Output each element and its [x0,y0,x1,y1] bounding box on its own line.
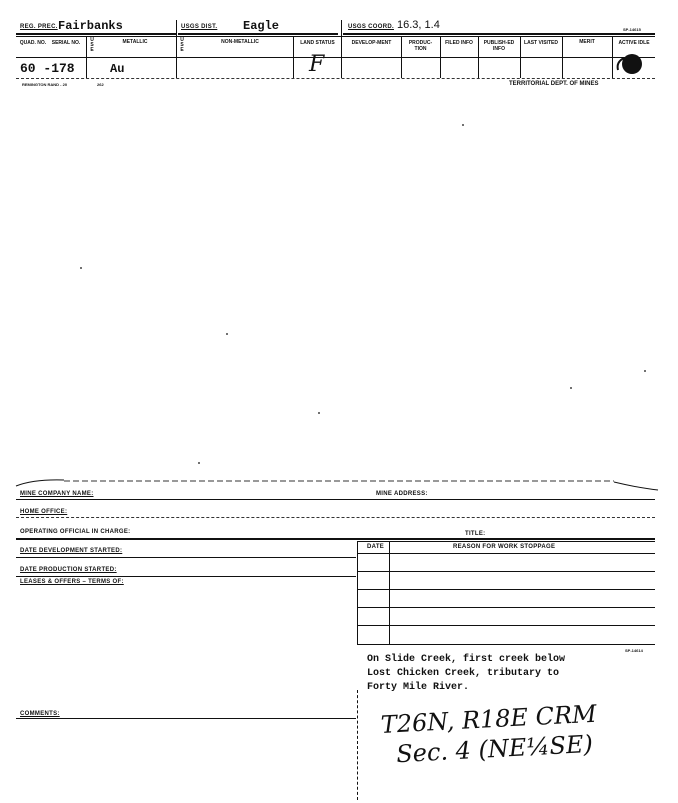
quad-serial-value: 60 -178 [20,61,75,76]
handwritten-note [380,699,599,770]
usgs-coord-label: USGS COORD. [348,24,394,30]
footer-right: TERRITORIAL DEPT. OF MINES [509,81,599,87]
form-number-bottom: SP-14614 [625,648,643,653]
serial-no-label: SERIAL NO. [51,40,81,46]
date-production-label: DATE PRODUCTION STARTED: [20,567,117,573]
non-metallic-label: NON-METALLIC [221,39,259,45]
location-text [367,653,565,695]
filed-info-label: FILED INFO [445,40,473,46]
active-idle-mark-icon [614,52,650,78]
published-info-label: PUBLISH-ED INFO [483,40,515,52]
development-label: DEVELOP-MENT [351,40,392,46]
production-label: PRODUC-TION [408,40,433,52]
footer-left: REMINGTON RAND - 20 [22,82,68,87]
active-idle-label: ACTIVE IDLE [618,40,650,46]
land-status-mark: F [309,52,325,77]
metallic-label: METALLIC [122,39,148,45]
title-label: TITLE: [465,531,486,537]
use-letters-non-metallic: U S E [180,37,184,53]
leases-label: LEASES & OFFERS – TERMS OF: [20,579,124,585]
mine-address-label: MINE ADDRESS: [376,491,428,497]
handwritten-line-2: Sec. 4 (NE¼SE) [395,729,594,769]
footer-left-code: 262 [97,82,104,87]
location-line-3: Forty Mile River. [367,682,470,693]
use-letters-metallic: U S E [90,37,94,53]
home-office-label: HOME OFFICE: [20,509,68,515]
date-col-label: DATE [367,544,385,550]
metallic-value: Au [110,62,125,76]
reg-prec-value: Fairbanks [58,19,123,33]
handwritten-line-1: T26N, R18E CRM [380,699,598,739]
last-visited-label: LAST VISITED [524,40,558,46]
land-status-label: LAND STATUS [300,40,335,46]
mine-company-name-label: MINE COMPANY NAME: [20,491,94,497]
card-edge-line [14,476,664,500]
usgs-coord-value: 16.3, 1.4 [397,19,440,31]
usgs-dist-label: USGS DIST. [181,24,218,30]
operating-official-label: OPERATING OFFICIAL IN CHARGE: [20,529,131,535]
reg-prec-label: REG. PREC. [20,24,58,30]
usgs-dist-value: Eagle [243,19,280,33]
comments-label: COMMENTS: [20,711,60,717]
merit-label: MERIT [579,39,595,45]
quad-no-label: QUAD. NO. [19,40,47,46]
reason-col-label: REASON FOR WORK STOPPAGE [453,544,556,550]
date-development-label: DATE DEVELOPMENT STARTED: [20,548,123,554]
location-line-1: On Slide Creek, first creek below [367,654,566,665]
form-number-top: SP-14615 [623,27,641,32]
location-line-2: Lost Chicken Creek, tributary to [367,668,560,679]
